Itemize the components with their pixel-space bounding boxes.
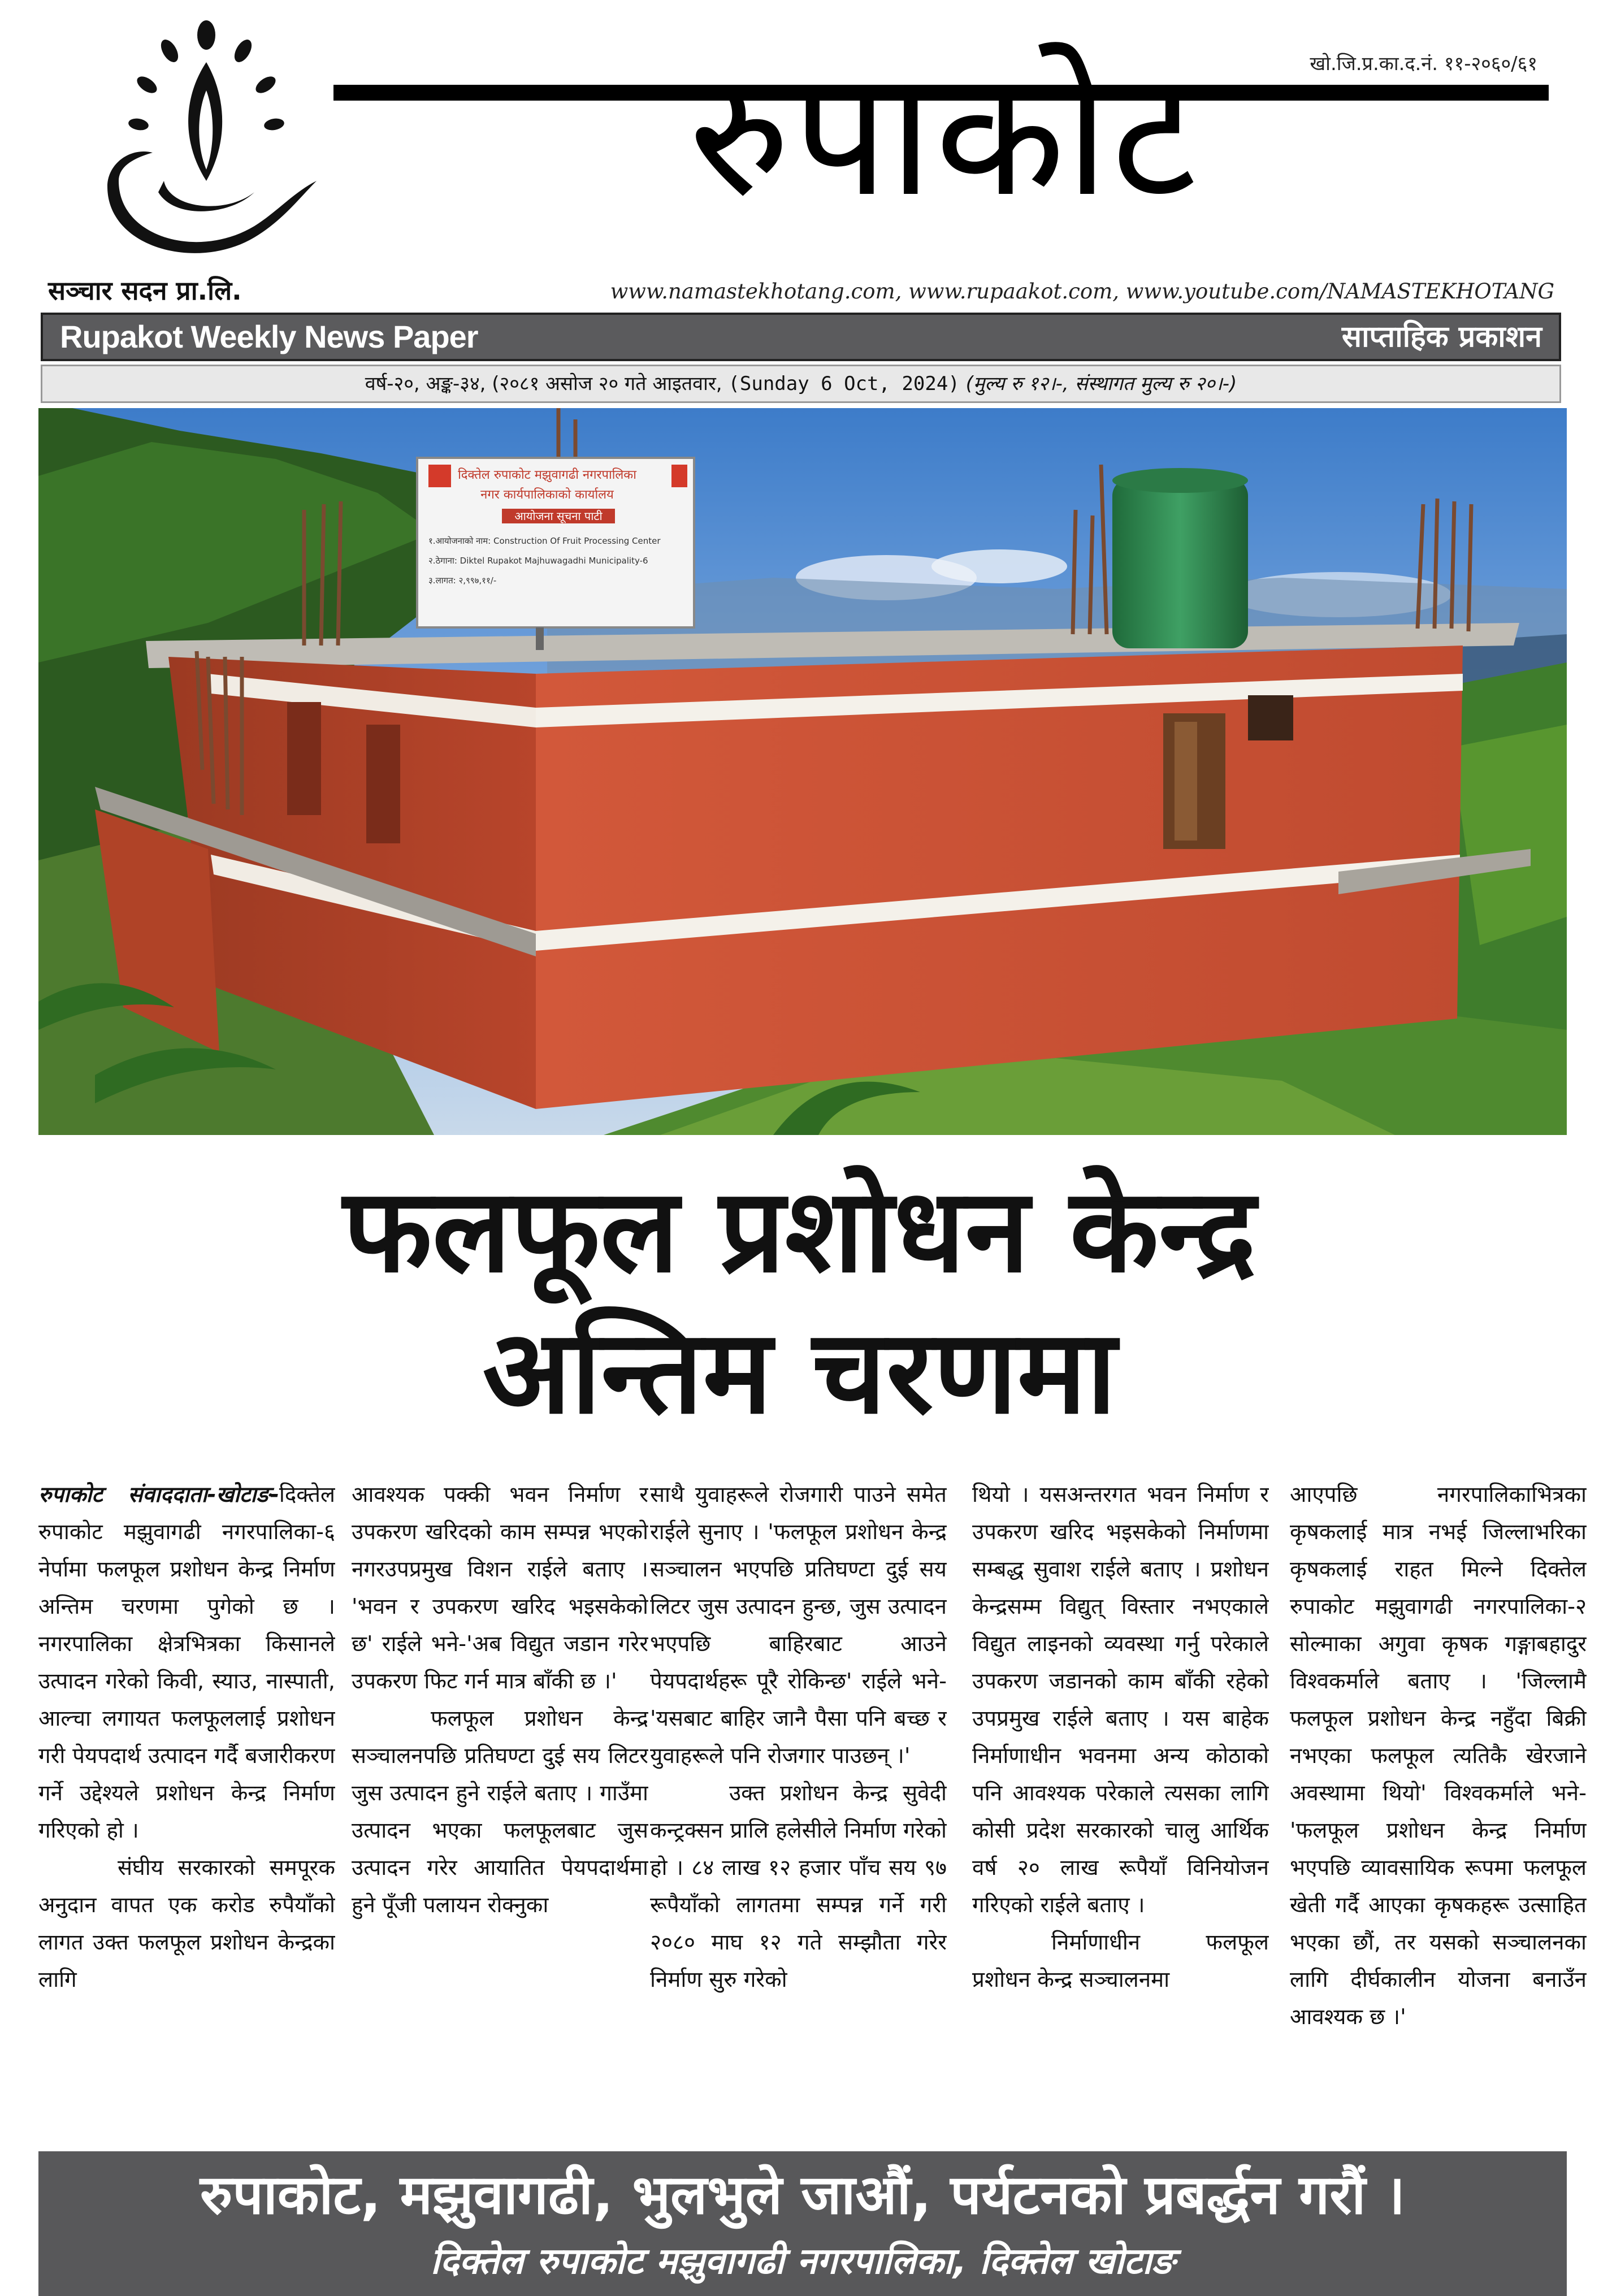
flame-lamp-logo [85,11,328,271]
headline-line-2: अन्तिम चरणमा [482,1305,1117,1440]
sign-line-1: दिक्तेल रुपाकोट मझुवागढी नगरपालिका [458,468,636,482]
article-col2-para1: आवश्यक पक्की भवन निर्माण र उपकरण खरिदको काम सम्पन्न भएको नगरउपप्रमुख विशन राईले बताए । 'भवन र उपकरण खरिद भइसकेको छ' राईले भने-'अब विद्युत जडान गरेर उपकरण फिट गर्न मात्र बाँकी छ ।' [352,1482,648,1694]
issue-info-bar [41,365,1561,403]
registration-number: खो.जि.प्र.का.द.नं. ११-२०६०/६१ [1310,53,1537,75]
article-col1-para2: संघीय सरकारको समपूरक अनुदान वापत एक करोड रुपैयाँको लागत उक्त फलफूल प्रशोधन केन्द्रका लागि [38,1855,335,1992]
issue-price: (मुल्य रु १२।-, संस्थागत मुल्य रु २०।-) [959,372,1237,395]
article-column-4 [972,1476,1269,2115]
newspaper-title: रुपाकोट [688,37,1199,234]
sign-line-6: ३.लागत: २,९९७,११/- [428,575,497,586]
article-col3-para1: साथै युवाहरूले रोजगारी पाउने समेत राईले सुनाए । 'फलफूल प्रशोधन केन्द्र सञ्चालन भएपछि प्रतिघण्टा दुई सय लिटर जुस उत्पादन हुन्छ, जुस उत्पादन भएपछि बाहिरबाट आउने पेयपदार्थहरू पूरै रोकिन्छ' राईले भने-'यसबाट बाहिर जानै पैसा पनि बच्छ र युवाहरूले पनि रोजगार पाउछन् ।' [650,1482,947,1769]
article-byline: रुपाकोट संवाददाता-खोटाङ- [38,1482,279,1507]
article-column-5 [1290,1476,1587,2115]
article-col4-para1: थियो । यसअन्तरगत भवन निर्माण र उपकरण खरिद भइसकेको निर्माणमा सम्बद्ध सुवाश राईले बताए । प्रशोधन केन्द्रसम्म विद्युत् विस्तार नभएकाले विद्युत लाइनको व्यवस्था गर्नु परेकाले उपकरण जडानको काम बाँकी रहेको उपप्रमुख राईले बताए । यस बाहेक निर्माणाधीन भवनमा अन्य कोठाको पनि आवश्यक परेकाले त्यसका लागि कोसी प्रदेश सरकारको चालु आर्थिक वर्ष २० लाख रूपैयाँ विनियोजन गरिएको राईले बताए । [972,1482,1269,1918]
issue-volume: वर्ष-२०, अङ्क-३४, (२०८१ असोज २० गते आइतवार, [365,372,729,395]
sign-line-2: नगर कार्यपालिकाको कार्यालय [480,488,614,502]
sign-line-4: १.आयोजनाको नाम: Construction Of Fruit Processing Center [428,536,661,546]
article-column-3 [650,1476,947,2115]
article-col2-para2: फलफूल प्रशोधन केन्द्र सञ्चालनपछि प्रतिघण्टा दुई सय लिटर जुस उत्पादन हुने राईले बताए । गाउँमा उत्पादन भएका फलफूलबाट जुस उत्पादन गरेर आयातित पेयपदार्थमा हुने पूँजी पलायन रोक्नुका [352,1706,648,1918]
paper-banner [41,313,1561,361]
publisher-name: सञ्चार सदन प्रा.लि. [48,275,242,306]
article-col5-para1: आएपछि नगरपालिकाभित्रका कृषकलाई मात्र नभई जिल्लाभरिका कृषकलाई राहत मिल्ने दिक्तेल रुपाकोट मझुवागढी नगरपालिका-२ सोल्माका अगुवा कृषक गङ्गाबहादुर विश्वकर्माले बताए । 'जिल्लामै फलफूल प्रशोधन केन्द्र नहुँदा बिक्री नभएका फलफूल त्यतिकै खेरजाने अवस्थामा थियो' विश्वकर्माले भने-'फलफूल प्रशोधन केन्द्र निर्माण भएपछि व्यावसायिक रूपमा फलफूल खेती गर्दै आएका कृषकहरू उत्साहित भएका छौं, तर यसको सञ्चालनका लागि दीर्घकालीन योजना बनाउँन आवश्यक छ ।' [1290,1482,1587,2030]
article-column-1 [38,1476,335,2115]
article-col3-para2: उक्त प्रशोधन केन्द्र सुवेदी कन्ट्रक्सन प्रालि हलेसीले निर्माण गरेको हो । ८४ लाख १२ हजार पाँच सय ९७ रूपैयाँको लागतमा सम्पन्न गर्ने गरी २०८० माघ १२ गते सम्झौता गरेर निर्माण सुरु गरेको [650,1781,947,1992]
footer-banner [38,2151,1567,2296]
article-col4-para2: निर्माणाधीन फलफूल प्रशोधन केन्द्र सञ्चालनमा [972,1930,1269,1992]
front-page-photo [38,408,1567,1135]
article-column-2 [352,1476,648,2115]
sign-line-5: २.ठेगाना: Diktel Rupakot Majhuwagadhi Municipality-6 [428,556,648,566]
footer-issuer: दिक्तेल रुपाकोट मझुवागढी नगरपालिका, दिक्तेल खोटाङ [430,2241,1175,2282]
issue-date-english: (Sunday 6 Oct, 2024) [728,372,960,395]
banner-paper-name: Rupakot Weekly News Paper [60,319,478,354]
banner-weekly-label: साप्ताहिक प्रकाशन [1341,320,1542,354]
footer-slogan: रुपाकोट, मझुवागढी, भुलभुले जाऔं, पर्यटनको प्रबर्द्धन गरौं । [200,2163,1406,2226]
website-links: www.namastekhotang.com, www.rupaakot.com, www.youtube.com/NAMASTEKHOTANG [610,279,1554,304]
sign-line-3: आयोजना सूचना पाटी [514,509,603,523]
headline-line-1: फलफूल प्रशोधन केन्द्र [343,1164,1256,1298]
article-col1-para1: दिक्तेल रुपाकोट मझुवागढी नगरपालिका-६ नेर्पामा फलफूल प्रशोधन केन्द्र निर्माण अन्तिम चरणमा पुगेको छ । नगरपालिका क्षेत्रभित्रका किसानले उत्पादन गरेको किवी, स्याउ, नास्पाती, आल्चा लगायत फलफूललाई प्रशोधन गरी पेयपदार्थ उत्पादन गर्दै बजारीकरण गर्ने उद्देश्यले प्रशोधन केन्द्र निर्माण गरिएको हो । [38,1482,335,1843]
